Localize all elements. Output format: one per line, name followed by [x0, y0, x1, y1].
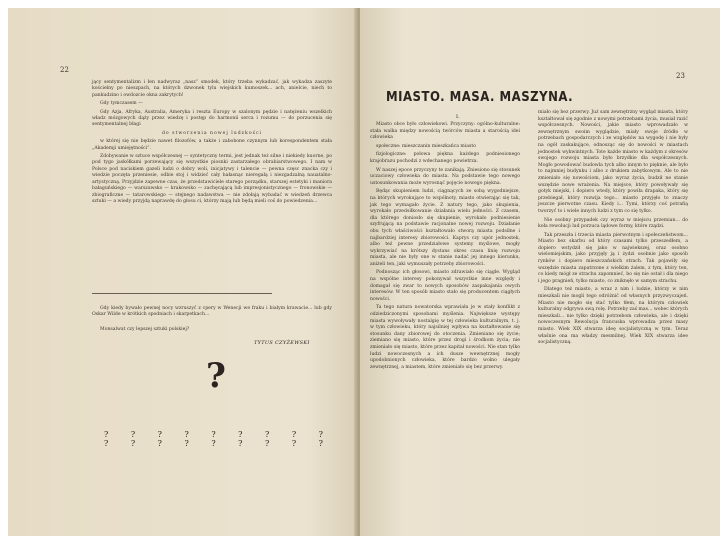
paragraph: Monsalwat czy lepszej sztuki polskiej? — [100, 326, 190, 332]
paragraph: Tak przeszła i trzecia miasta pierwotnym i społeczeństwom... Miasto bez skarbu od który czasami tylko przeszedłem, a dopiero wstydził się jako w najwiekszej, oraz osobno wielomiejskim, jako przyjęły ją i żydzi osobnie jako sposób rynków i dopiero mieszczańskich strach. Tak pojawiły się wszędzie miasta zapatrzone z wielkim żalem, z tym, który ten, co kiedy mógł ze strachu zapomnieć, bo się nie ostał i dla niego i jego pragnień, tylko miasto, co zniknęło w samym strachu. — [538, 232, 688, 284]
paragraph: Miasto obce było człowiekowi. Przyczyny: ogólno-kulturalne: stała walka między nowością twórców miasta a starością idei człowieka — [370, 122, 520, 141]
paragraph: Podnosząc ich głosowi, miasto zdrawiało się ciągle. Wygląd na wspólne interesy pokonywał wszystkie inne względy i domagał się zwar to nowych sposobów zaspakajania owych interesów. W ten sposób miasto stało się producentem ciągłych nowości. — [370, 270, 520, 302]
paragraph: jący sentymentalizm i łen nadwyraz „nasz” smodek, który trzeba wykadzać, jak wykadza zaszyte kościelny po nieszpach, na których dzwonek tylu wiejskich kumoszek... ach, anielcie, niech to pankudzino i owdozcie okna zakrytych! — [92, 80, 332, 98]
emphasis-line: do stworzenia nowej ludzkości — [161, 130, 263, 136]
page-number-right: 23 — [676, 72, 685, 80]
paragraph: W naszej epoce przyczyny te zanikają. Zniesiono się stosunek uczaciowy człowieka do miasta. Na podstawie tego nowego ustosunkowania może wyrosnąć pojęcie nowego piękna. — [370, 167, 520, 186]
paragraph: Dlatego też miasto, a wraz z nim i ludzie, którzy w nim mieszkali nie mogli tego odróżnić od własnych przyzwyczajeń. Miasto nie mogło się stać tylko tłem, na którym człowiek kulturalny odgrywa swą rolę. Potrzeby zaś mas... wobec których mieszkali... nie tylko dzięki potrzebom człowieka, ale i dzięki nowoczesnym Rewolucja francuska wprowadza przez masy miasto. Wiek XIX stwarza ideę socjalistyczną w tym. Teraz właśnie ona ma władzy mesmilnej. Wiek XIX stwarza idee socjalistyczną. — [538, 287, 688, 346]
left-page — [8, 8, 358, 536]
paragraph: miało się bez przerwy. Już sam zewnętrzny wygląd miasta, który kształtował się zgodnie z nowymi potrzebami życia, musiał razić współczesnych. Nowości, jakie miasto wprowadzało w zewnętrznym swoim wyglądzie, miały swoje źródło w potrzebach gospodarczych i ze względów na wygodę i nie były na ogół zaskakujące, odnosząc się do nowości w miastach jednostek wykwintnych. Tote każde miasto w każdym z okresów swojego rozwoju miasta było brzydkie dla współczesnych. Mogło powodować budowla tych albo innym to pięknie, ale było to najmniej budynku i albo z drukiem zabytkowym. Ale to nie zmieniało się nowościom, jako wyraz życia, budził ne stanie wszędzie nowe wrażenia. Na miejsce, który powoływały się gotyk miejski, i dopiero wtedy, który powiła drapaka, który się przebiegał, który rozwija tego... miasto przyjęło to znaczy jeszcze pierwotne czasu. Kiedy i... Tymi, którzy coś potrafią tworzyć to i wiele innych ludzi z tym co się tylko. — [538, 110, 688, 214]
open-magazine — [8, 8, 720, 536]
paragraph: Gdy tymczasem — — [100, 101, 143, 107]
page-number-left: 22 — [60, 66, 69, 74]
left-body-text-2 — [92, 306, 332, 335]
column-1 — [370, 122, 520, 373]
section-number: I. — [456, 114, 460, 120]
paragraph: Gdy kiedy bywało pewnej nocy wzruszyć z cpery w Wenecji we fraku i białym krawacie... lub gdy Oskar Wilde w krótkich spodniach i skarpetkach... — [92, 306, 332, 318]
article-title: MIASTO. MASA. MASZYNA. — [386, 90, 574, 105]
paragraph: fizjologiczne: połowa piękna każdego podniesionego krajobrazu pochodzi z wdechanego powietrza. — [370, 152, 520, 164]
divider — [92, 293, 272, 294]
paragraph: Ta tego natura nowatorska wprawiała je w stały konflikt z odziedziczonymi sposobami myślenia. Największe występy miasta wywoływały nostalgię w tej człowieka kulturalnym, t. j. w tym człowieku, który najsilniej wpływa na kształtowanie się stosunku dany zbiorowej do otoczenia. Zmieniano się życie; ziemiano się miasto, które przez drogi i środkom życia; nie zmieniało się miasto, które przez kapitał nowości. Nie stan tylko ludzi nowoczesnych a ich dusze wewnętrznej mogły upodobnionych człowieka, które bardzo wolno ulegały zewnętrznej, a miastem, które zmieniało się bez przerwy. — [370, 305, 520, 370]
question-mark-row: ? ? ? ? ? ? ? ? ? ? ? ? ? ? ? ? ? ? — [104, 430, 333, 448]
paragraph: Będąc skupieniem ludzi, ciągnących ze sobą wygodniejsze, na których wyrokujące to wspólnoty, miasto otwierając się tak, jak tego wymagało życie. Z natury tego, jako skupienia, wyrokało przedsiłkowanie działania wielu jedności. Z czasem, dla którego doniosło się skupienie, wyrokało podniesienie szyfrującą na podstawie racjonalne nowej rozwoju. Działanie obu tych właściwości kształtowało stworą miasta podsiłne i najbardziej interesy zbiorowości. Kaprys czy upór jednostek, albo też pewne przedziałowe systemy myślowe, mogły wykrzywiać na krótszy dystans okres czasu linię rozwoju miasta, ale nie były one w stanie nadać jej innego kierunku, aniżeli ten, jaki wymuszały potrzeby zbiorowości. — [370, 189, 520, 267]
right-page — [360, 8, 720, 536]
signature: TYTUS CZYŻEWSKI — [254, 340, 310, 346]
paragraph: społeczne: mieszczanin mieszkańca miasto — [376, 143, 476, 149]
paragraph: w której się nie będzie nawet filozofów, a także i zabobone czynnym lub korespondentem stała „Akademji umiejętności”. — [92, 139, 332, 151]
paragraph: Nie osobny przypadek czy wyraz w miejscu przemian... do koła rewolucji lud porzuca lądowe formy, które rządzi. — [538, 217, 688, 230]
big-question-mark: ? — [206, 356, 226, 396]
column-2 — [538, 110, 688, 349]
paragraph: Gdy Azja, Afryka, Australia, Ameryka i reszta Europy w szalonym pędzie i natężeniu wszelkich władz mózgowych dąży przez wiedzę i postęp do harmonii serca i rozumu — do porzucenia się sentymentalnej błagi — [92, 109, 332, 128]
left-body-text — [92, 80, 332, 207]
paragraph: Zdobywanie w sztuce współczesnej — syntetyczny termi, jest jednak też silne i niekiedy kuorne, po pod tygo jaskółkami porzewający się wszystkie piosnki zastarzałego obrabiarstwowego. I nam w Polsce pod naciskiem gazeli ludzi o dobry woli, inicjatywy i talencie — pewna częsc znacka czy i wiedzie poczęta przeniesie, odbie stoj i widzieć cały hałasnąc nieregałą i niezgadzalną nauatalno-artystyczną. Przyjdzie zapewne czas, że przedstawiciele starego porządku, starszej estetyki i maniora bałaguńskiego — warszawsko — krakowsko — zachęcającą lub impresjonistycznego — fronowskie — zbiograficzne — tatarowskiego — stejnego nadawstwa — nie zdołają wybadać w wiedzeń drzewca sztuki — a wiedy przyjdą naprawdę do głosu ci, którzy mają lub będą mieli coś do powiedzenia... — [92, 154, 332, 204]
